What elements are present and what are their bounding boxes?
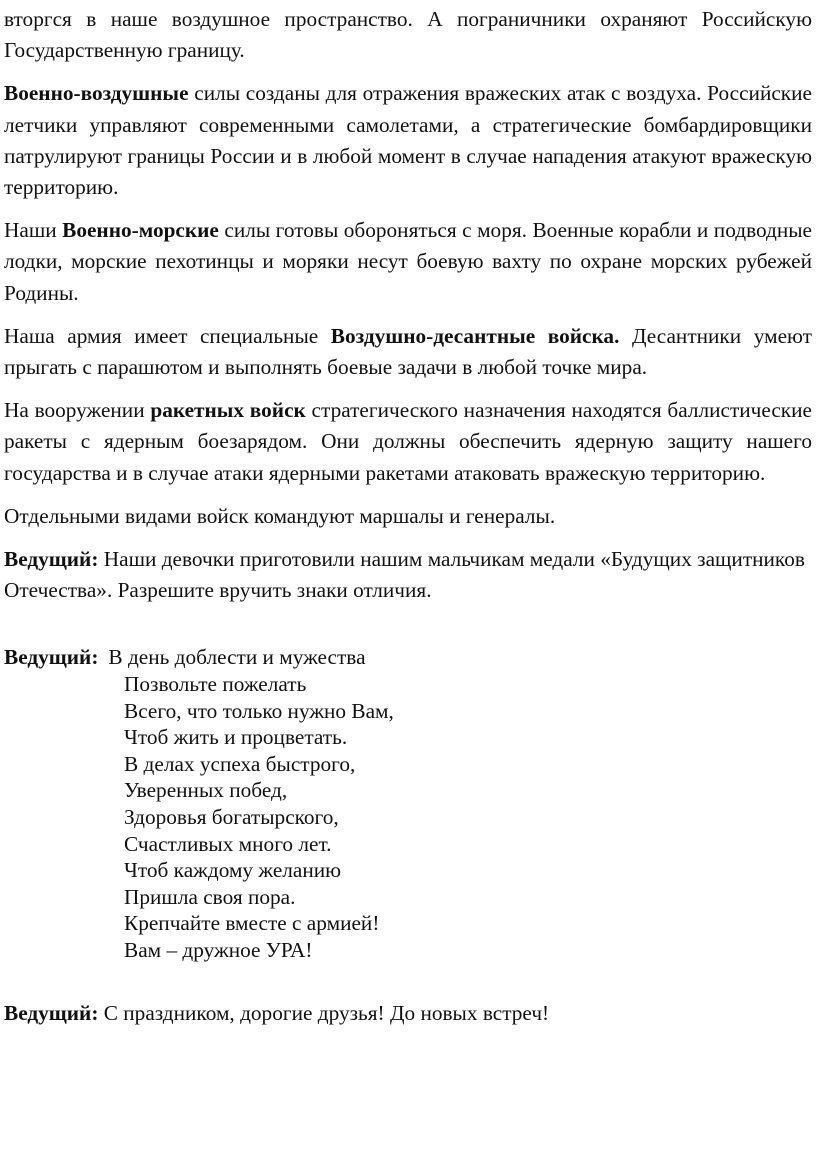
paragraph-text: Десантники умеют прыгать с парашютом и выполнять боевые задачи в любой точке мира. xyxy=(4,323,812,380)
paragraph-text: С праздником, дорогие друзья! До новых встреч! xyxy=(98,1000,550,1025)
host-label: Ведущий: xyxy=(4,1000,99,1025)
paragraph-lead: На вооружении xyxy=(4,398,151,423)
paragraph-bold-term: Военно-морские xyxy=(62,218,219,243)
paragraph-text: вторгся в наше воздушное пространство. А пограничники охраняют Российскую Государственную границу. xyxy=(4,7,812,63)
poem-line: Всего, что только нужно Вам, xyxy=(124,698,394,723)
paragraph-text: стратегического назначения находятся баллистические ракеты с ядерным боезарядом. Они должны обеспечить ядерную защиту нашего государства и в случае атаки ядерными ракетами атаковать вражескую территорию. xyxy=(4,398,812,485)
paragraph-navy xyxy=(4,215,812,309)
poem-block xyxy=(4,644,812,963)
spacer xyxy=(4,618,812,644)
paragraph-lead: Наши xyxy=(4,218,63,243)
paragraph-farewell xyxy=(4,998,812,1029)
paragraph-commanders xyxy=(4,501,812,532)
paragraph-bold-term: ракетных войск xyxy=(150,398,306,423)
poem-line: Счастливых много лет. xyxy=(124,831,332,856)
poem-line xyxy=(4,644,812,671)
poem-line: Крепчайте вместе с армией! xyxy=(124,911,380,936)
poem-line: Уверенных побед, xyxy=(124,778,288,803)
poem-line: Здоровья богатырского, xyxy=(124,805,339,830)
paragraph-text: Наши девочки приготовили нашим мальчикам медали «Будущих защитников Отечества». Разрешите вручить знаки отличия. xyxy=(4,547,805,603)
paragraph-text: силы готовы обороняться с моря. Военные корабли и подводные лодки, морские пехотинцы и моряки несут боевую вахту по охране морских рубежей Родины. xyxy=(4,218,813,305)
poem-line: Позвольте пожелать xyxy=(124,672,307,697)
paragraph-air-force xyxy=(4,78,812,203)
paragraph-bold-term: Воздушно-десантные войска. xyxy=(330,323,620,348)
poem-line-text: В день доблести и мужества xyxy=(108,645,366,670)
paragraph-missile-forces xyxy=(4,395,812,489)
poem-line: Вам – дружное УРА! xyxy=(124,937,313,962)
poem-line: В делах успеха быстрого, xyxy=(124,751,356,776)
paragraph-border-guards xyxy=(4,4,812,66)
poem-line: Чтоб жить и процветать. xyxy=(124,725,348,750)
paragraph-host-medals xyxy=(4,544,812,606)
poem-line: Чтоб каждому желанию xyxy=(124,858,342,883)
paragraph-airborne xyxy=(4,321,812,383)
host-label: Ведущий: xyxy=(4,547,99,572)
poem-line: Пришла своя пора. xyxy=(124,884,296,909)
paragraph-bold-term: Военно-воздушные xyxy=(4,81,189,106)
paragraph-lead: Наша армия имеет специальные xyxy=(4,323,331,348)
host-label: Ведущий: xyxy=(4,645,99,670)
paragraph-text: силы созданы для отражения вражеских атак с воздуха. Российские летчики управляют современными самолетами, а стратегические бомбардировщики патрулируют границы России и в любой момент в случае нападения атакуют вражескую территорию. xyxy=(4,81,812,200)
paragraph-text: Отдельными видами войск командуют маршалы и генералы. xyxy=(4,503,556,528)
